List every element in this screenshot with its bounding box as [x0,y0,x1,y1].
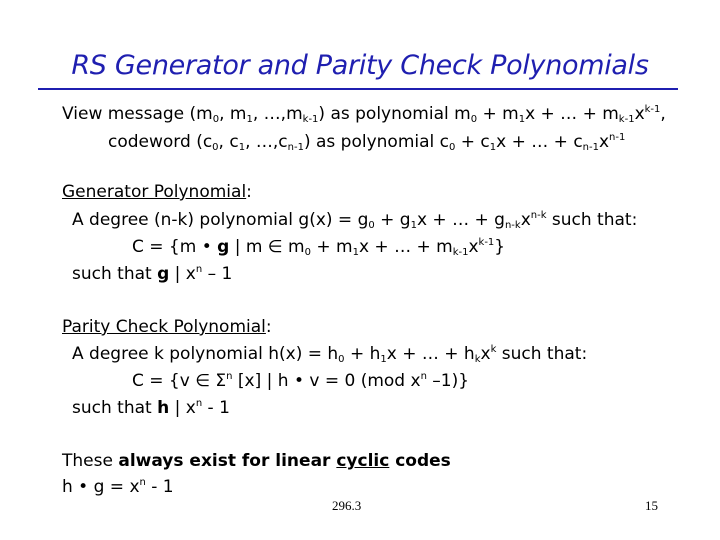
intro-line-2: codeword ($c_0$, $c_1$, $\dots,c_{n-1}$) as polynomial $c_0 + c_1x$ + … + $c_{n-1}x^{n-1}$ [108,132,626,153]
slide-title: RS Generator and Parity Check Polynomials [71,50,649,81]
generator-heading-label: Generator Polynomial [62,182,247,202]
title-divider [38,88,678,90]
parity-heading-label: Parity Check Polynomial [62,317,266,337]
generator-heading: Generator Polynomial: [62,182,252,202]
parity-line-1: A degree k polynomial $h(x) = h_0 + h_1x$ + … + $h_kx^k$ such that: [72,344,588,365]
generator-line-2: C = {m • g | m ∈ $m_0 + m_1x$ + … + $m_{k-1}x^{k-1}$} [132,237,506,258]
parity-heading: Parity Check Polynomial: [62,317,272,337]
generator-line-1: A degree (n-k) polynomial $g(x) = g_0 + g_1x$ + … + $g_{n-k}x^{n-k}$ such that: [72,210,638,231]
parity-line-2: C = {v ∈ $\Sigma^n$ [x] | h • v = 0 (mod $x^n$ –1)} [132,371,470,391]
parity-line-3: such that h | $x^n - 1$ [72,398,230,418]
generator-line-3: such that g | $x^n - 1$ [72,264,233,284]
footer-course: 296.3 [332,498,362,513]
intro-line-1: View message ($m_0$, $m_1$, $\dots,m_{k-1}$) as polynomial $m_0 + m_1x$ + … + $m_{k-1}x^{k-1}$, [62,104,666,125]
page-number: 15 [645,498,658,513]
conclusion-line-2: h • $g = x^n - 1$ [62,477,174,497]
conclusion-line-1: These always exist for linear cyclic codes [62,451,451,471]
